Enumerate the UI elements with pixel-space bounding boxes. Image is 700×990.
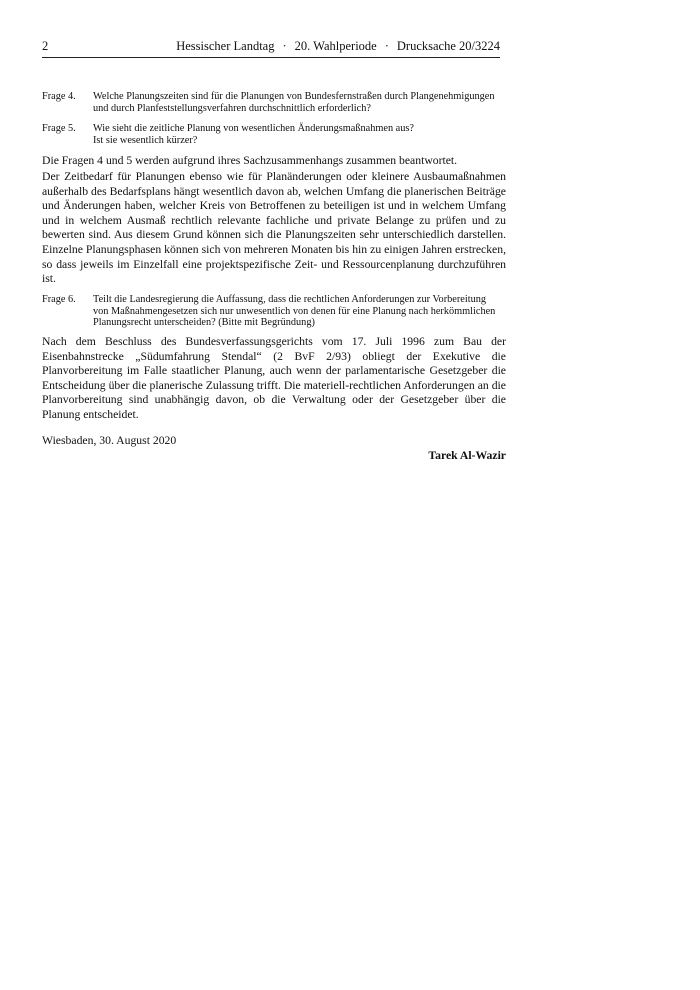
question-text-line: Ist sie wesentlich kürzer? xyxy=(93,134,198,146)
question-4 xyxy=(42,91,504,114)
header-parliament: Hessischer Landtag xyxy=(176,39,275,53)
question-text: Teilt die Landesregierung die Auffassung, dass die rechtlichen Anforderungen zur Vorbereitung von Maßnahmengesetzen sich nur unwesentlich von denen für eine Planung nach herkömmlichen Planungsrecht unterscheiden? (Bitte mit Begründung) xyxy=(93,294,496,328)
header-separator: · xyxy=(282,39,287,53)
question-label: Frage 6. xyxy=(42,294,76,305)
question-6 xyxy=(42,294,504,329)
header-document-number: Drucksache 20/3224 xyxy=(396,39,500,53)
question-text-line: Wie sieht die zeitliche Planung von wesentlichen Änderungsmaßnahmen aus? xyxy=(93,123,414,134)
question-label: Frage 4. xyxy=(42,91,76,102)
question-5 xyxy=(42,123,504,146)
answer-paragraph: Der Zeitbedarf für Planungen ebenso wie für Planänderungen oder kleinere Ausbaumaßnahmen außerhalb des Bedarfsplans hängt wesentlich davon ab, welchen Umfang die planerischen Beiträge und Änderungen haben, welcher Kreis von Betroffenen zu beteiligen ist und in welchem Umfang und in welchem Ausmaß rechtlich relevante fachliche und private Belange zu prüfen und zu bewerten sind. Aus diesem Grund können sich die Planungszeiten sehr unterschiedlich darstellen. Einzelne Planungsphasen können sich von mehreren Monaten bis hin zu einigen Jahren erstrecken, so dass jeweils im Einzelfall eine projektspezifische Zeit- und Ressourcenplanung durchzuführen ist. xyxy=(42,170,506,286)
header-period: 20. Wahlperiode xyxy=(294,39,377,53)
question-label: Frage 5. xyxy=(42,123,76,134)
question-text xyxy=(93,123,504,146)
header-separator: · xyxy=(384,39,389,53)
place-date: Wiesbaden, 30. August 2020 xyxy=(42,434,177,447)
answer-intro: Die Fragen 4 und 5 werden aufgrund ihres Sachzusammenhangs zusammen beantwortet. xyxy=(42,154,458,167)
header-title xyxy=(176,39,500,54)
page-number: 2 xyxy=(42,39,49,53)
answer-paragraph: Nach dem Beschluss des Bundesverfassungsgerichts vom 17. Juli 1996 zum Bau der Eisenbahnstrecke „Südumfahrung Stendal“ (2 BvF 2/93) obliegt der Exekutive die Planvorbereitung im Falle staatlicher Planung, auch wenn der parlamentarische Gesetzgeber die Entscheidung über die planerische Zulassung trifft. Die materiell-rechtlichen Anforderungen an die Planvorbereitung sind unabhängig davon, ob die Verwaltung oder der Gesetzgeber über die Planung entscheidet. xyxy=(42,335,506,421)
page-header xyxy=(42,37,500,58)
signatory: Tarek Al-Wazir xyxy=(428,449,506,462)
question-text: Welche Planungszeiten sind für die Planungen von Bundesfernstraßen durch Plangenehmigungen und durch Planfeststellungsverfahren durchschnittlich erforderlich? xyxy=(93,91,495,114)
